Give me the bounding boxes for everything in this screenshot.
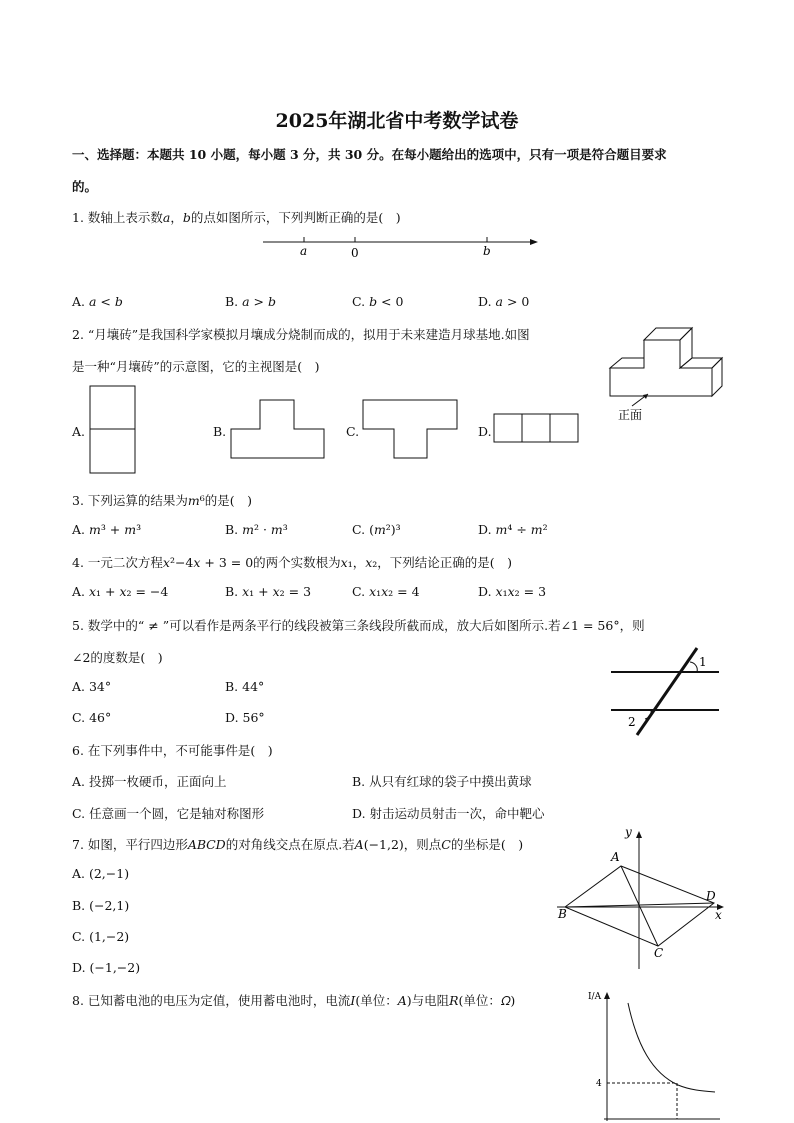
q6-option-c[interactable]: C. 任意画一个圆，它是轴对称图形 <box>72 806 265 821</box>
q2-front-label: 正面 <box>618 408 643 422</box>
q4-option-c[interactable]: C. 𝑥₁𝑥₂ = 4 <box>352 584 420 599</box>
q8-axis-label: I/A <box>588 992 602 1002</box>
q1-option-c[interactable]: C. 𝑏 < 0 <box>352 294 404 309</box>
q3-option-c[interactable]: C. (𝑚²)³ <box>352 522 401 537</box>
q2-option-b-figure[interactable] <box>230 399 326 461</box>
q3-option-b[interactable]: B. 𝑚² · 𝑚³ <box>225 522 288 537</box>
q3-option-a[interactable]: A. 𝑚³ + 𝑚³ <box>72 522 142 537</box>
q1-label-zero: 0 <box>351 246 359 260</box>
q6-option-a[interactable]: A. 投掷一枚硬币，正面向上 <box>72 774 227 789</box>
section-heading-line1: 一、选择题：本题共 10 小题，每小题 3 分，共 30 分。在每小题给出的选项中，只有一项是符合题目要求 <box>72 147 667 162</box>
q4-stem: 4. 一元二次方程𝑥²−4𝑥 + 3 = 0的两个实数根为𝑥₁，𝑥₂，下列结论正确的是( ) <box>72 555 513 570</box>
q6-stem: 6. 在下列事件中，不可能事件是( ) <box>72 743 273 758</box>
q7-axis-x: x <box>715 908 722 922</box>
section-heading-line2: 的。 <box>72 179 98 194</box>
q1-label-b: 𝑏 <box>483 244 491 258</box>
q5-stem-line2: ∠2的度数是( ) <box>72 650 163 665</box>
q1-option-a[interactable]: A. 𝑎 < 𝑏 <box>72 294 123 309</box>
q1-option-b[interactable]: B. 𝑎 > 𝑏 <box>225 294 277 309</box>
q7-option-b[interactable]: B. (−2,1) <box>72 898 130 913</box>
q3-stem: 3. 下列运算的结果为𝑚⁶的是( ) <box>72 493 253 508</box>
q1-label-a: 𝑎 <box>300 244 308 258</box>
q2-option-d-label[interactable]: D. <box>478 424 492 439</box>
q2-option-a-figure[interactable] <box>89 385 137 475</box>
q2-stem-line1: 2. “月壤砖”是我国科学家模拟月壤成分烧制而成的，拟用于未来建造月球基地.如图 <box>72 327 530 342</box>
q7-option-a[interactable]: A. (2,−1) <box>72 866 130 881</box>
q4-option-b[interactable]: B. 𝑥₁ + 𝑥₂ = 3 <box>225 584 312 599</box>
q8-value-4: 4 <box>596 1079 602 1089</box>
q5-angle-1: 1 <box>699 655 707 669</box>
q7-point-c: C <box>654 946 664 960</box>
q1-stem: 1. 数轴上表示数𝑎，𝑏的点如图所示，下列判断正确的是( ) <box>72 210 401 225</box>
q7-point-d: D <box>706 889 716 903</box>
q2-stem-line2: 是一种“月壤砖”的示意图，它的主视图是( ) <box>72 359 320 374</box>
q5-option-b[interactable]: B. 44° <box>225 679 265 694</box>
q5-option-c[interactable]: C. 46° <box>72 710 112 725</box>
q5-angle-2: 2 <box>628 715 636 729</box>
q8-stem: 8. 已知蓄电池的电压为定值，使用蓄电池时，电流𝐼(单位：𝐴)与电阻𝑅(单位：𝛺) <box>72 993 516 1008</box>
q6-option-d[interactable]: D. 射击运动员射击一次，命中靶心 <box>352 806 545 821</box>
q7-parallelogram-figure <box>553 823 731 973</box>
q7-point-b: B <box>558 907 567 921</box>
q5-transversal-figure <box>607 645 725 737</box>
q7-option-d[interactable]: D. (−1,−2) <box>72 960 141 975</box>
q3-option-d[interactable]: D. 𝑚⁴ ÷ 𝑚² <box>478 522 548 537</box>
q6-option-b[interactable]: B. 从只有红球的袋子中摸出黄球 <box>352 774 532 789</box>
q4-option-a[interactable]: A. 𝑥₁ + 𝑥₂ = −4 <box>72 584 169 599</box>
q8-current-resistance-figure <box>582 985 722 1123</box>
q7-point-a: A <box>611 850 620 864</box>
q7-axis-y: y <box>625 825 632 839</box>
q1-number-line <box>255 228 545 264</box>
q2-option-c-figure[interactable] <box>362 399 460 461</box>
q5-option-a[interactable]: A. 34° <box>72 679 112 694</box>
q5-stem-line1: 5. 数学中的“ ≠ ”可以看作是两条平行的线段被第三条线段所截而成，放大后如图所示.若∠1 = 56°，则 <box>72 618 645 633</box>
q2-brick-figure <box>606 322 726 426</box>
q2-option-a-label[interactable]: A. <box>72 424 86 439</box>
q7-stem: 7. 如图，平行四边形𝐴𝐵𝐶𝐷的对角线交点在原点.若𝐴(−1,2)，则点𝐶的坐标是( ) <box>72 837 524 852</box>
q7-option-c[interactable]: C. (1,−2) <box>72 929 130 944</box>
q5-option-d[interactable]: D. 56° <box>225 710 265 725</box>
page-title: 2025年湖北省中考数学试卷 <box>275 110 519 132</box>
q2-option-d-figure[interactable] <box>493 413 581 445</box>
q4-option-d[interactable]: D. 𝑥₁𝑥₂ = 3 <box>478 584 547 599</box>
q2-option-c-label[interactable]: C. <box>346 424 360 439</box>
q1-option-d[interactable]: D. 𝑎 > 0 <box>478 294 530 309</box>
q2-option-b-label[interactable]: B. <box>213 424 227 439</box>
